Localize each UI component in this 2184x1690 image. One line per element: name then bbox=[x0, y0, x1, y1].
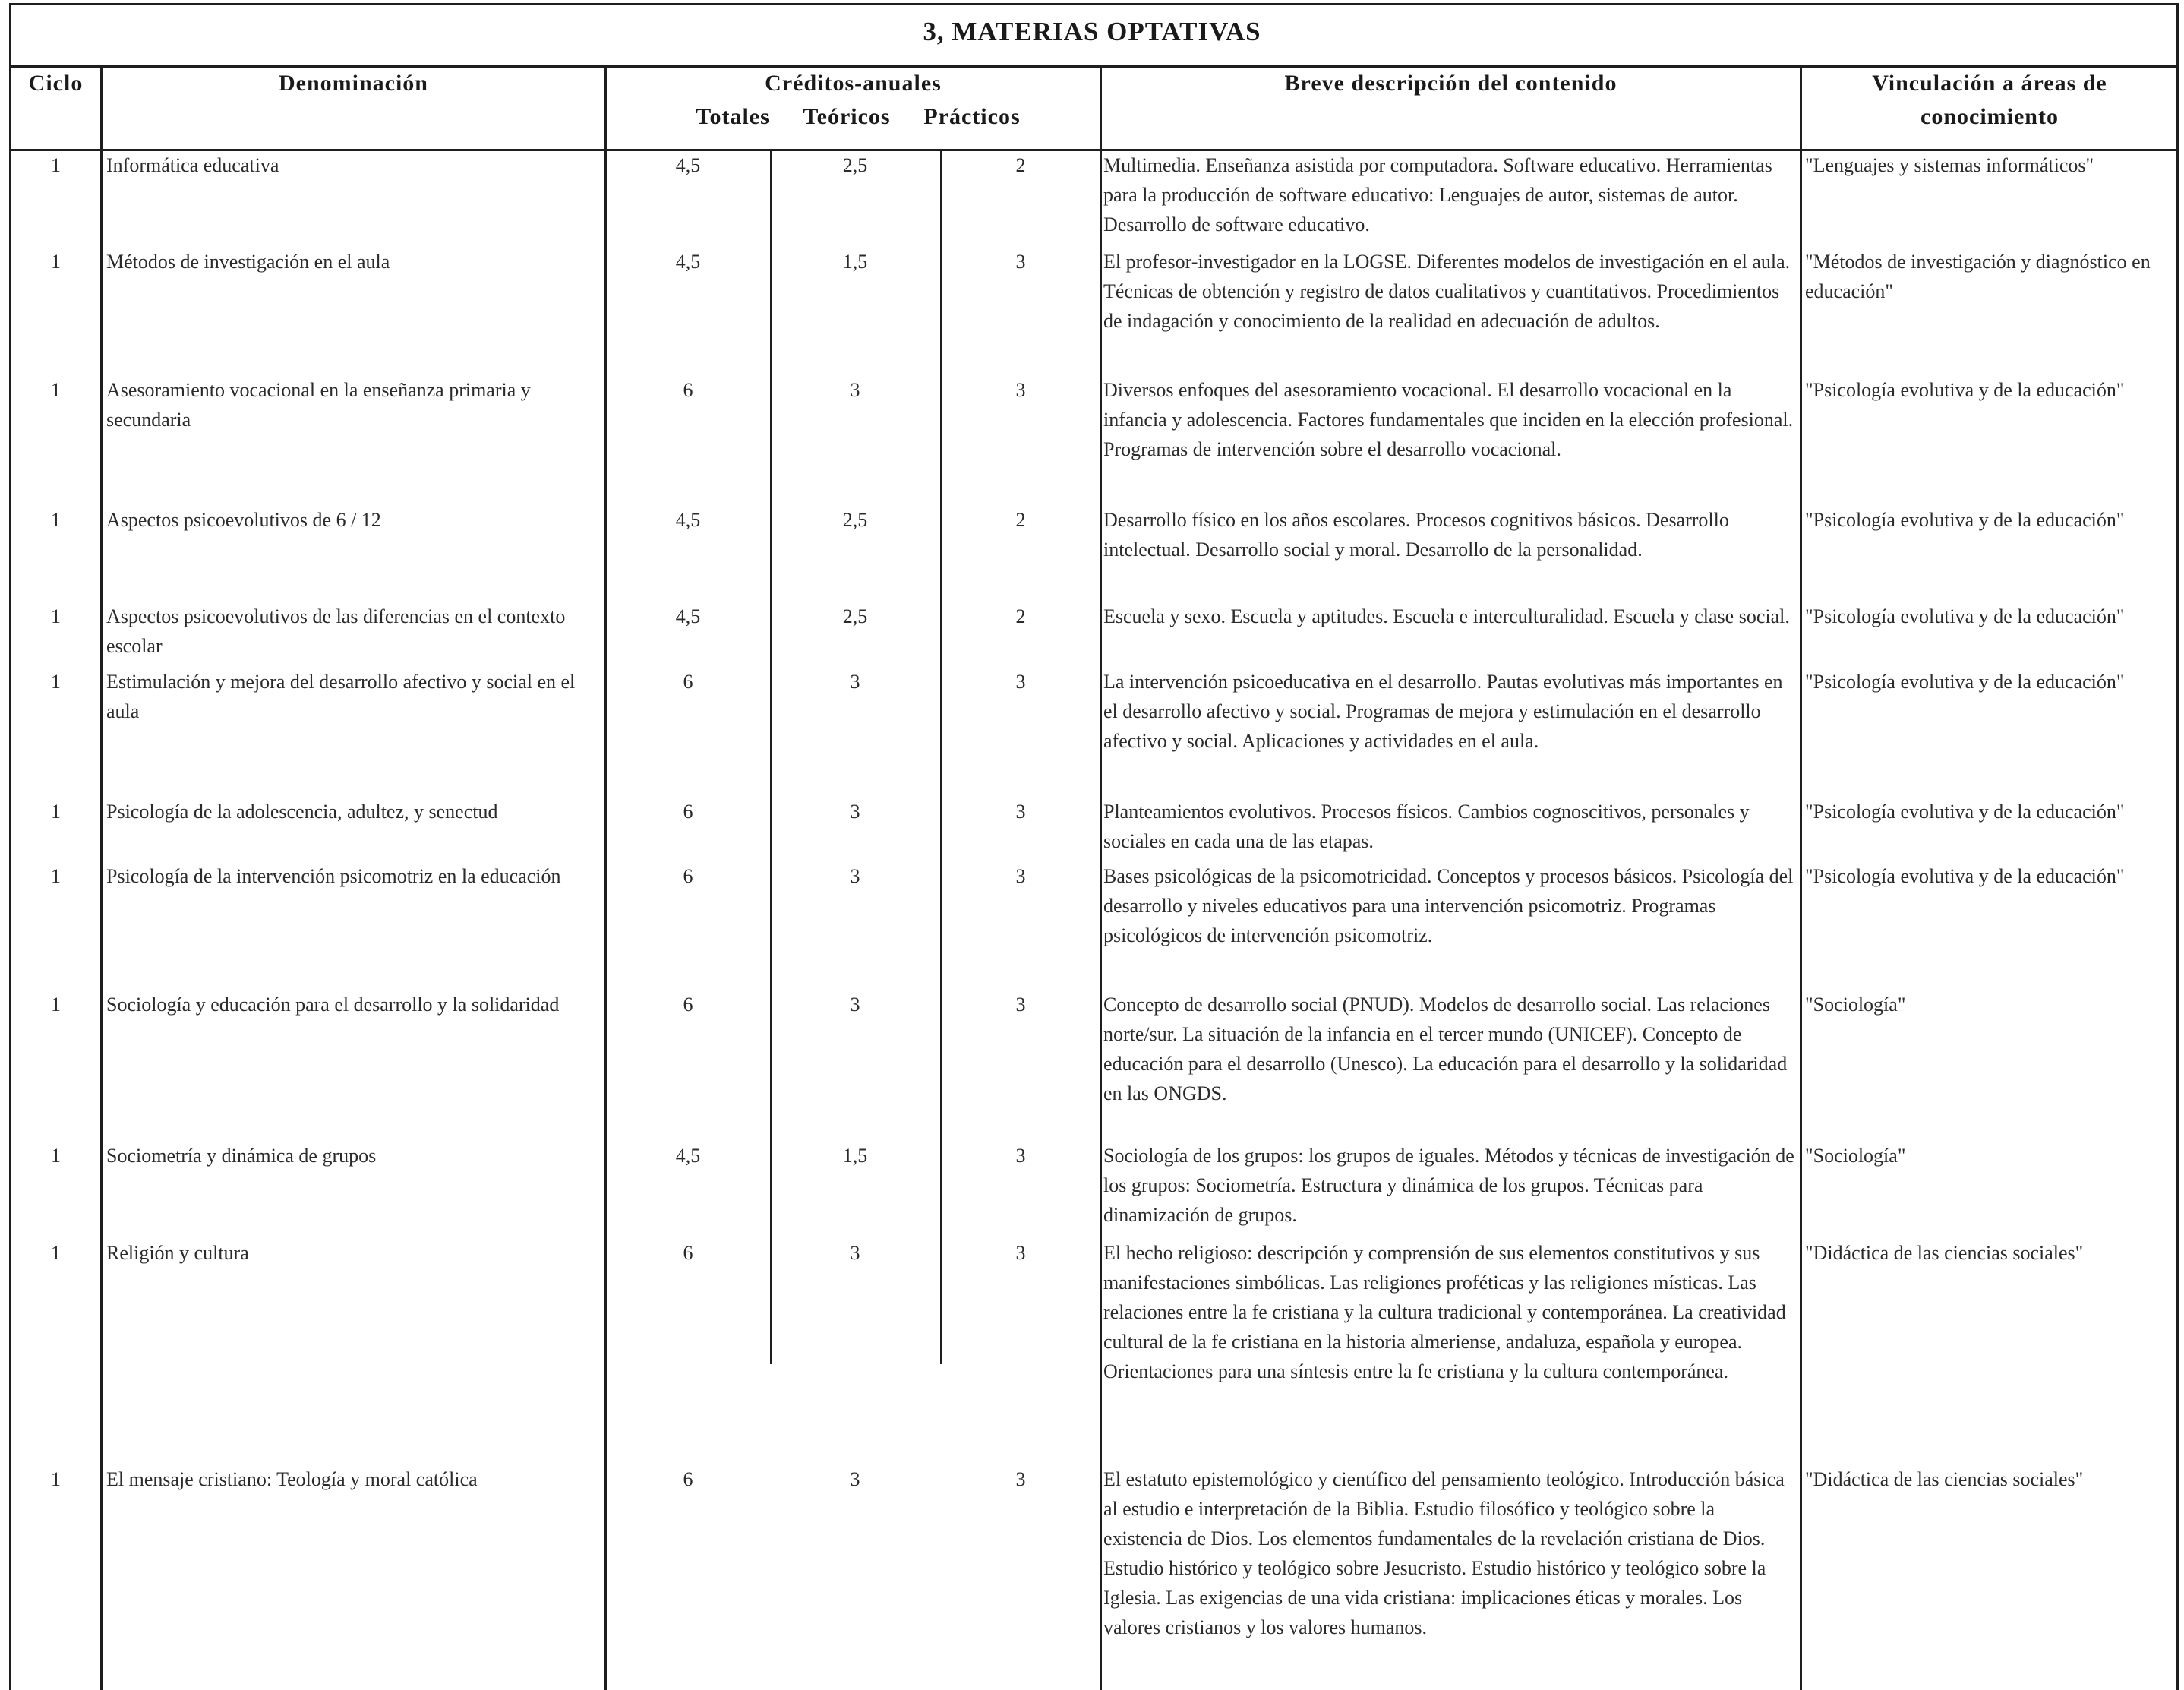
header-teoricos: Teóricos bbox=[803, 104, 891, 129]
row-descripcion: La intervención psicoeducativa en el desarrollo. Pautas evolutivas más importantes en el desarrollo afectivo y social. Programas de mejora y estimulación en el desarrollo afectivo y social. Aplicaciones y actividades en el aula. bbox=[1103, 671, 1783, 752]
row-vinculacion: "Didáctica de las ciencias sociales" bbox=[1805, 1242, 2084, 1264]
row-teoricos: 3 bbox=[850, 801, 860, 823]
row-teoricos: 3 bbox=[850, 1468, 860, 1490]
header-vinculacion: Vinculación a áreas de conocimiento bbox=[1872, 71, 2107, 129]
row-teoricos: 1,5 bbox=[842, 251, 868, 273]
row-practicos: 3 bbox=[1015, 1468, 1026, 1490]
row-totales: 4,5 bbox=[675, 251, 701, 273]
row-descripcion: Escuela y sexo. Escuela y aptitudes. Escuela e interculturalidad. Escuela y clase social. bbox=[1103, 605, 1790, 627]
row-descripcion: Multimedia. Enseñanza asistida por computadora. Software educativo. Herramientas para la producción de software educativo: Lenguajes de autor, sistemas de autor. Desarrollo de software educativo. bbox=[1103, 154, 1772, 235]
section-title: 3, MATERIAS OPTATIVAS bbox=[923, 17, 1261, 46]
row-ciclo: 1 bbox=[51, 1145, 61, 1167]
row-ciclo: 1 bbox=[51, 1468, 61, 1490]
creditos-divider bbox=[1100, 65, 1102, 1690]
row-totales: 6 bbox=[683, 1242, 693, 1264]
row-totales: 6 bbox=[683, 865, 693, 887]
header-denominacion: Denominación bbox=[278, 71, 428, 96]
row-denominacion: Religión y cultura bbox=[106, 1242, 249, 1264]
row-descripcion: Bases psicológicas de la psicomotricidad. Conceptos y procesos básicos. Psicología del desarrollo y niveles educativos para una intervención psicomotriz. Programas psicológicos de intervención psicomotriz. bbox=[1103, 865, 1794, 946]
row-descripcion: Sociología de los grupos: los grupos de iguales. Métodos y técnicas de investigación de los grupos: Sociometría. Estructura y dinámica de los grupos. Técnicas para dinamización de grupos. bbox=[1103, 1145, 1794, 1226]
row-vinculacion: "Métodos de investigación y diagnóstico en educación" bbox=[1805, 251, 2151, 302]
row-teoricos: 3 bbox=[850, 993, 860, 1016]
descripcion-divider bbox=[1800, 65, 1802, 1690]
row-practicos: 2 bbox=[1015, 154, 1026, 176]
row-denominacion: Sociometría y dinámica de grupos bbox=[106, 1145, 377, 1167]
row-ciclo: 1 bbox=[51, 1242, 61, 1264]
totales-divider bbox=[770, 149, 772, 1364]
row-descripcion: Diversos enfoques del asesoramiento vocacional. El desarrollo vocacional en la infancia y adolescencia. Factores fundamentales que inciden en la elección profesional. Programas de intervención sobre el desarrollo vocacional. bbox=[1103, 379, 1794, 460]
row-descripcion: Concepto de desarrollo social (PNUD). Modelos de desarrollo social. Las relaciones norte/sur. La situación de la infancia en el tercer mundo (UNICEF). Concepto de educación para el desarrollo (Unesco). La educación para el desarrollo y la solidaridad en las ONGDS. bbox=[1103, 993, 1788, 1104]
row-ciclo: 1 bbox=[51, 801, 61, 823]
row-descripcion: El estatuto epistemológico y científico del pensamiento teológico. Introducción básica al estudio e interpretación de la Biblia. Estudio filosófico y teológico sobre la existencia de Dios. Los elementos fundamentales de la revelación cristiana de Dios. Estudio histórico y teológico sobre Jesucristo. Estudio histórico y teológico sobre la Iglesia. Las exigencias de una vida cristiana: implicaciones éticas y morales. Los valores cristianos y los valores humanos. bbox=[1103, 1468, 1785, 1638]
row-teoricos: 1,5 bbox=[842, 1145, 868, 1167]
row-descripcion: El profesor-investigador en la LOGSE. Diferentes modelos de investigación en el aula. Técnicas de obtención y registro de datos cualitativos y cuantitativos. Procedimientos de indagación y conocimiento de la realidad en adecuación de adultos. bbox=[1103, 251, 1791, 332]
row-practicos: 3 bbox=[1015, 671, 1026, 693]
row-denominacion: Aspectos psicoevolutivos de 6 / 12 bbox=[106, 509, 381, 531]
row-denominacion: Informática educativa bbox=[106, 154, 279, 176]
row-ciclo: 1 bbox=[51, 379, 61, 401]
row-totales: 6 bbox=[683, 1468, 693, 1490]
row-vinculacion: "Psicología evolutiva y de la educación" bbox=[1805, 801, 2125, 823]
header-descripcion: Breve descripción del contenido bbox=[1284, 71, 1617, 96]
row-ciclo: 1 bbox=[51, 251, 61, 273]
row-teoricos: 3 bbox=[850, 865, 860, 887]
row-denominacion: Aspectos psicoevolutivos de las diferencias en el contexto escolar bbox=[106, 605, 566, 657]
row-ciclo: 1 bbox=[51, 671, 61, 693]
row-denominacion: Sociología y educación para el desarrollo y la solidaridad bbox=[106, 993, 560, 1016]
row-denominacion: El mensaje cristiano: Teología y moral católica bbox=[106, 1468, 478, 1490]
row-practicos: 2 bbox=[1015, 605, 1026, 627]
row-totales: 4,5 bbox=[675, 154, 701, 176]
row-totales: 6 bbox=[683, 801, 693, 823]
row-practicos: 3 bbox=[1015, 1145, 1026, 1167]
row-vinculacion: "Sociología" bbox=[1805, 1145, 1906, 1167]
row-teoricos: 3 bbox=[850, 379, 860, 401]
row-totales: 6 bbox=[683, 379, 693, 401]
row-teoricos: 3 bbox=[850, 671, 860, 693]
row-practicos: 3 bbox=[1015, 251, 1026, 273]
row-denominacion: Métodos de investigación en el aula bbox=[106, 251, 390, 273]
row-vinculacion: "Psicología evolutiva y de la educación" bbox=[1805, 671, 2125, 693]
row-ciclo: 1 bbox=[51, 605, 61, 627]
row-practicos: 3 bbox=[1015, 379, 1026, 401]
row-denominacion: Asesoramiento vocacional en la enseñanza primaria y secundaria bbox=[106, 379, 531, 431]
row-descripcion: El hecho religioso: descripción y comprensión de sus elementos constitutivos y sus manifestaciones simbólicas. Las religiones proféticas y las religiones místicas. Las relaciones entre la fe cristiana y la cultura tradicional y contemporánea. La creatividad cultural de la fe cristiana en la historia almeriense, andaluza, española y europea. Orientaciones para una síntesis entre la fe cristiana y la cultura contemporánea. bbox=[1103, 1242, 1786, 1382]
row-vinculacion: "Psicología evolutiva y de la educación" bbox=[1805, 509, 2125, 531]
row-totales: 6 bbox=[683, 671, 693, 693]
row-vinculacion: "Psicología evolutiva y de la educación" bbox=[1805, 605, 2125, 627]
ciclo-divider bbox=[100, 65, 103, 1690]
table-top-border bbox=[9, 3, 2178, 5]
row-denominacion: Estimulación y mejora del desarrollo afectivo y social en el aula bbox=[106, 671, 576, 722]
row-teoricos: 3 bbox=[850, 1242, 860, 1264]
row-practicos: 3 bbox=[1015, 865, 1026, 887]
teoricos-divider bbox=[940, 149, 942, 1364]
denominacion-divider bbox=[604, 65, 607, 1690]
row-teoricos: 2,5 bbox=[842, 605, 868, 627]
row-denominacion: Psicología de la adolescencia, adultez, y senectud bbox=[106, 801, 498, 823]
row-vinculacion: "Lenguajes y sistemas informáticos" bbox=[1805, 154, 2094, 176]
header-practicos: Prácticos bbox=[923, 104, 1021, 129]
row-totales: 6 bbox=[683, 993, 693, 1016]
row-vinculacion: "Sociología" bbox=[1805, 993, 1906, 1016]
row-totales: 4,5 bbox=[675, 1145, 701, 1167]
row-descripcion: Planteamientos evolutivos. Procesos físicos. Cambios cognoscitivos, personales y sociales en cada una de las etapas. bbox=[1103, 801, 1750, 852]
row-descripcion: Desarrollo físico en los años escolares. Procesos cognitivos básicos. Desarrollo intelectual. Desarrollo social y moral. Desarrollo de la personalidad. bbox=[1103, 509, 1729, 561]
row-teoricos: 2,5 bbox=[842, 509, 868, 531]
row-ciclo: 1 bbox=[51, 509, 61, 531]
row-totales: 4,5 bbox=[675, 605, 701, 627]
row-vinculacion: "Psicología evolutiva y de la educación" bbox=[1805, 865, 2125, 887]
row-denominacion: Psicología de la intervención psicomotriz en la educación bbox=[106, 865, 561, 887]
row-ciclo: 1 bbox=[51, 993, 61, 1016]
header-creditos: Créditos-anuales bbox=[765, 71, 942, 96]
row-vinculacion: "Psicología evolutiva y de la educación" bbox=[1805, 379, 2125, 401]
row-teoricos: 2,5 bbox=[842, 154, 868, 176]
row-practicos: 3 bbox=[1015, 993, 1026, 1016]
row-practicos: 2 bbox=[1015, 509, 1026, 531]
table-right-border bbox=[2176, 3, 2179, 1690]
row-ciclo: 1 bbox=[51, 154, 61, 176]
row-vinculacion: "Didáctica de las ciencias sociales" bbox=[1805, 1468, 2084, 1490]
header-totales: Totales bbox=[696, 104, 770, 129]
row-practicos: 3 bbox=[1015, 801, 1026, 823]
row-practicos: 3 bbox=[1015, 1242, 1026, 1264]
row-ciclo: 1 bbox=[51, 865, 61, 887]
row-totales: 4,5 bbox=[675, 509, 701, 531]
header-ciclo: Ciclo bbox=[28, 71, 84, 96]
